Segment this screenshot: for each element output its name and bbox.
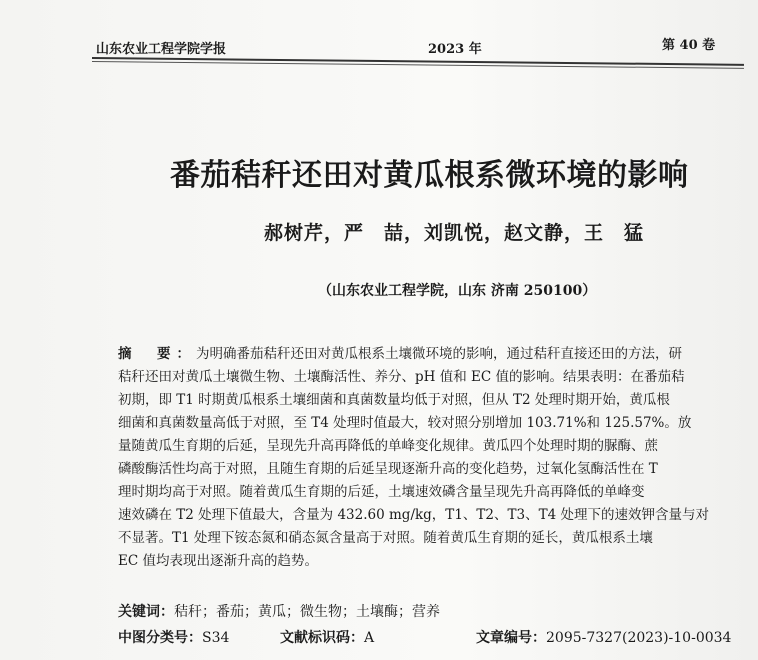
abstract-line: 磷酸酶活性均高于对照，且随生育期的后延呈现逐渐升高的变化趋势，过氧化氢酶活性在 T: [118, 461, 658, 477]
article-title: 番茄秸秆还田对黄瓜根系微环境的影响: [170, 158, 689, 193]
abstract-line: 量随黄瓜生育期的后延，呈现先升高再降低的单峰变化规律。黄瓜四个处理时期的脲酶、蔗: [118, 438, 658, 454]
keywords: [118, 601, 440, 621]
journal-name: 山东农业工程学院学报: [96, 42, 227, 57]
author-list: 郝树芹，严 喆，刘凯悦，赵文静，王 猛: [264, 222, 645, 244]
abstract-line: 初期，即 T1 时期黄瓜根系土壤细菌和真菌数量均低于对照，但从 T2 处理时期开始，黄瓜根: [118, 392, 670, 408]
abstract-line: 秸秆还田对黄瓜土壤微生物、土壤酶活性、养分、pH 值和 EC 值的影响。结果表明：在番茄秸: [118, 369, 685, 385]
abstract-line: 摘 要：为明确番茄秸秆还田对黄瓜根系土壤微环境的影响，通过秸秆直接还田的方法，研: [118, 346, 682, 362]
publication-year: 2023 年: [428, 42, 482, 57]
classification-line: [118, 627, 748, 649]
abstract-label: 摘 要：: [118, 346, 196, 362]
abstract-line: 不显著。T1 处理下铵态氮和硝态氮含量高于对照。随着黄瓜生育期的延长，黄瓜根系土壤: [118, 530, 653, 546]
keywords-label: 关键词：: [118, 604, 174, 620]
abstract-line: 速效磷在 T2 处理下值最大，含量为 432.60 mg/kg，T1、T2、T3、T4 处理下的速效钾含量与对: [118, 507, 709, 523]
document-code: 文献标识码：A: [280, 630, 375, 646]
running-header: [96, 34, 738, 56]
abstract-line: EC 值均表现出逐渐升高的趋势。: [118, 553, 318, 569]
abstract-line: 理时期均高于对照。随着黄瓜生育期的后延，土壤速效磷含量呈现先升高再降低的单峰变: [118, 484, 645, 500]
abstract-line: 细菌和真菌数量高低于对照，至 T4 处理时值最大，较对照分别增加 103.71%和 125.57%。放: [118, 415, 692, 431]
keywords-text: 秸秆；番茄；黄瓜；微生物；土壤酶；营养: [174, 604, 440, 620]
abstract: [118, 343, 738, 573]
affiliation: （山东农业工程学院，山东 济南 250100）: [318, 283, 597, 299]
article-number: 文章编号：2095-7327(2023)-10-0034: [476, 630, 732, 646]
clc-number: 中图分类号：S34: [118, 630, 230, 646]
volume-number: 第 40 卷: [662, 38, 716, 53]
